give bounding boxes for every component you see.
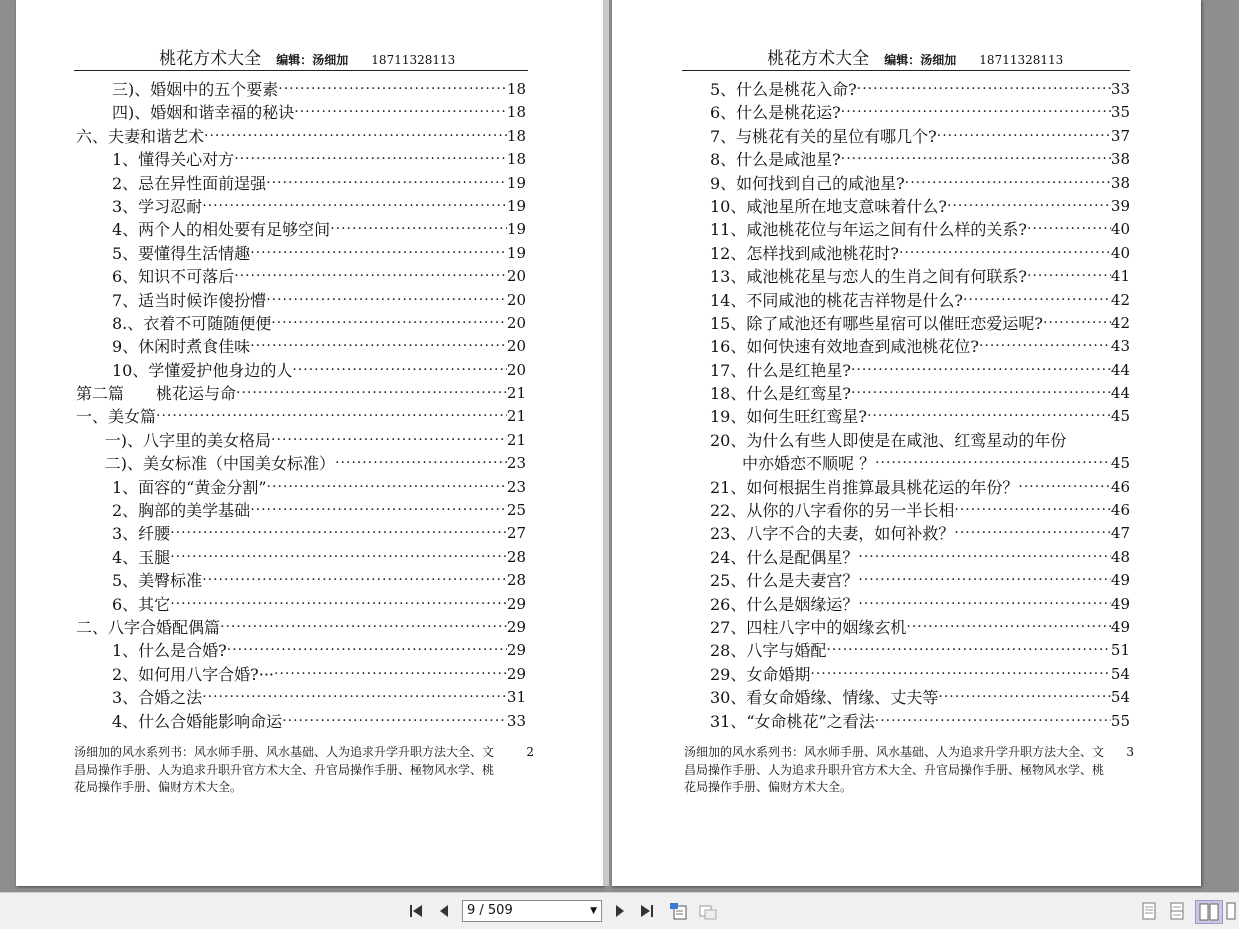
toc-leader-dots [937,125,1111,148]
prev-page-icon[interactable] [436,902,452,920]
page-header [682,44,1130,71]
toc-entry-page: 20 [506,313,526,332]
toc-entry-title: 六、夫妻和谐艺术 [76,126,205,146]
toc-entry-title: 12、怎样找到咸池桃花时? [710,243,899,263]
toc-entry-title: 28、八字与婚配 [710,641,827,661]
toc-leader-dots [278,78,507,101]
toc-entry-title: 6、其它 [112,594,171,614]
toc-entry-title: 3、学习忍耐 [112,196,203,216]
toc-entry-page: 42 [1110,313,1130,332]
toc-entry-page: 51 [1110,641,1130,660]
toc-leader-dots [234,265,507,288]
toc-entry[interactable] [76,569,526,592]
toc-entry-title: 四)、婚姻和谐幸福的秘诀 [112,103,295,123]
toc-entry[interactable] [76,686,526,709]
toc-leader-dots [330,218,507,241]
toc-leader-dots [156,405,507,428]
toc-entry[interactable] [710,101,1130,124]
toc-entry-title: 11、咸池桃花位与年运之间有什么样的关系? [710,220,1027,240]
toc-list [76,78,526,733]
toc-leader-dots [271,429,507,452]
toc-entry[interactable] [710,522,1130,545]
footer-text: 汤细加的风水系列书：风水师手册、风水基础、人为追求升学升职方法大全、文昌局操作手册、人为追求升职升官方术大全、升官局操作手册、極物风水学、桃花局操作手册、偏财方术大全。 [684,745,1105,794]
toc-entry-title: 27、四柱八字中的姻缘玄机 [710,617,907,637]
toc-entry-title: 19、如何生旺红鸾星? [710,407,867,427]
header-editor: 编辑：汤细加 [884,53,957,67]
page-number: 2 [526,745,534,759]
toc-leader-dots [954,499,1111,522]
toc-entry-title: 6、知识不可落后 [112,267,235,287]
toc-entry[interactable] [710,78,1130,101]
header-phone: 18711328113 [371,53,456,67]
toc-entry[interactable] [710,125,1130,148]
toc-leader-dots [170,593,507,616]
toc-leader-dots [292,359,507,382]
toc-entry-title: 21、如何根据生肖推算最具桃花运的年份？ [710,477,1019,497]
page-indicator: 9 / 509 [467,903,513,918]
toc-entry[interactable] [76,639,526,662]
toc-entry[interactable] [710,172,1130,195]
toc-entry[interactable] [710,312,1130,335]
page-gutter [603,0,609,886]
toc-leader-dots [266,289,507,312]
toc-entry-title: 2、忌在异性面前逞强 [112,173,267,193]
next-page-icon[interactable] [612,902,628,920]
toc-entry[interactable] [76,242,526,265]
toc-leader-dots [202,195,507,218]
toc-entry-title: 25、什么是夫妻宫？ [710,571,859,591]
toc-entry-title: 8、什么是咸池星? [710,150,841,170]
toc-entry[interactable] [710,242,1130,265]
toc-entry-title: 15、除了咸池还有哪些星宿可以催旺恋爱运呢? [710,313,1043,333]
toc-entry[interactable] [76,382,526,405]
toc-entry-page: 18 [506,150,526,169]
toc-entry-page: 28 [506,571,526,590]
toc-entry-title: 14、不同咸池的桃花吉祥物是什么? [710,290,963,310]
toc-entry-page: 18 [506,80,526,98]
toc-entry-page: 33 [506,711,526,730]
toc-leader-dots [335,452,507,475]
toc-leader-dots [899,242,1111,265]
toc-entry[interactable] [76,125,526,148]
toc-leader-dots [234,148,507,171]
toc-entry-page: 42 [1110,290,1130,309]
toc-entry-title: 13、咸池桃花星与恋人的生肖之间有何联系? [710,267,1027,287]
toc-entry-title: 20、为什么有些人即使是在咸池、红鸾星动的年份 [710,430,1067,450]
toc-entry-title: 24、什么是配偶星？ [710,547,859,567]
toc-entry[interactable] [76,499,526,522]
toc-entry[interactable] [76,522,526,545]
toc-entry-page: 48 [1110,547,1130,566]
toc-entry-page: 23 [506,454,526,473]
toc-leader-dots [1027,265,1111,288]
toc-entry-page: 46 [1110,501,1130,520]
toc-entry-page: 40 [1110,243,1130,262]
toc-entry-title: 9、休闲时煮食佳味 [112,337,251,357]
header-phone: 18711328113 [979,53,1064,67]
toc-leader-dots [947,195,1111,218]
toc-entry[interactable] [710,289,1130,312]
toc-entry-title: 1、面容的“黄金分割” [112,477,267,497]
toc-leader-dots [858,593,1111,616]
toc-entry-title: 1、什么是合婚? [112,641,227,661]
toc-entry-page: 43 [1110,337,1130,356]
toc-leader-dots [979,335,1111,358]
toc-leader-dots [266,172,507,195]
toc-entry-title: 4、两个人的相处要有足够空间 [112,220,331,240]
toc-leader-dots [867,405,1111,428]
toc-leader-dots [220,616,507,639]
toc-entry-page: 18 [506,103,526,122]
toc-entry-title: 5、美臀标准 [112,571,203,591]
toc-leader-dots [227,639,507,662]
toc-entry-title: 一、美女篇 [76,407,157,427]
toc-entry-page: 31 [506,688,526,707]
toc-entry-title: 10、咸池星所在地支意味着什么? [710,196,947,216]
toc-entry-page: 47 [1110,524,1130,543]
toc-entry-page: 21 [506,384,526,403]
toc-entry[interactable] [710,499,1130,522]
page-footer [684,744,1134,797]
toc-leader-dots [250,335,507,358]
toc-leader-dots [1027,218,1111,241]
toc-entry-page: 46 [1110,477,1130,496]
toc-leader-dots [1043,312,1111,335]
toc-entry-page: 45 [1110,407,1130,426]
toc-entry[interactable] [710,218,1130,241]
first-page-icon[interactable] [407,902,425,920]
toc-entry-page: 38 [1110,173,1130,192]
toc-entry-title: 二)、美女标准（中国美女标准） [104,454,336,474]
toc-leader-dots [841,101,1111,124]
toc-entry-page: 27 [506,524,526,543]
toc-entry[interactable] [76,546,526,569]
toc-entry[interactable] [76,195,526,218]
toc-entry[interactable] [710,148,1130,171]
toc-entry-page: 19 [506,173,526,192]
toc-entry-title: 一)、八字里的美女格局 [104,430,272,450]
page-footer [74,744,534,797]
toc-entry[interactable] [76,616,526,639]
toc-entry-title: 4、什么合婚能影响命运 [112,711,283,731]
single-page-icon[interactable] [1140,902,1158,920]
toc-entry[interactable] [76,148,526,171]
toc-leader-dots [857,78,1111,101]
toc-leader-dots [204,125,507,148]
toc-entry-title: 18、什么是红鸾星? [710,384,851,404]
page-number-select[interactable] [462,900,602,922]
toc-leader-dots [954,522,1111,545]
toc-entry-title: 7、适当时候诈傻扮懵 [112,290,267,310]
toc-entry[interactable] [76,335,526,358]
toc-entry-title: 29、女命婚期 [710,664,811,684]
toc-entry[interactable] [710,663,1130,686]
toc-leader-dots [906,616,1111,639]
toc-leader-dots [938,686,1111,709]
toc-entry[interactable] [76,710,526,733]
toc-entry-page: 40 [1110,220,1130,239]
toc-entry[interactable] [76,312,526,335]
toc-entry[interactable] [76,218,526,241]
toc-leader-dots [858,569,1111,592]
toc-entry[interactable] [76,476,526,499]
toc-entry-title: 第二篇 桃花运与命 [76,384,237,404]
toc-entry-title: 10、学懂爱护他身边的人 [112,360,293,380]
book-mode-icon[interactable] [1226,902,1238,920]
toc-entry[interactable] [76,593,526,616]
toc-entry-title: 5、要懂得生活情趣 [112,243,251,263]
toc-leader-dots [267,476,507,499]
toc-entry[interactable] [710,265,1130,288]
toc-entry[interactable] [710,382,1130,405]
toc-entry[interactable] [710,359,1130,382]
toc-entry-page: 54 [1110,688,1130,707]
header-title: 桃花方术大全 [767,49,870,69]
toc-leader-dots [858,546,1111,569]
toc-entry-page: 25 [506,501,526,520]
toc-leader-dots [1066,429,1130,452]
toc-entry[interactable] [710,452,1130,475]
toc-entry-page: 44 [1110,384,1130,403]
toc-entry-page: 20 [506,290,526,309]
last-page-icon[interactable] [638,902,656,920]
page-header [74,44,528,71]
toc-leader-dots [810,663,1111,686]
toc-entry-page: 54 [1110,664,1130,683]
toc-entry-title: 4、玉腿 [112,547,171,567]
toc-leader-dots [250,499,507,522]
toc-entry-page: 19 [506,196,526,215]
toc-entry[interactable] [710,335,1130,358]
toc-entry-page: 20 [506,267,526,286]
toc-entry-title: 三)、婚姻中的五个要素 [112,80,279,99]
toc-list [710,78,1130,733]
header-title: 桃花方术大全 [159,49,262,69]
toc-entry[interactable] [710,195,1130,218]
toc-entry[interactable] [710,429,1130,452]
toc-entry-title: 中亦婚恋不顺呢 ？ [710,454,876,474]
toc-entry-title: 30、看女命婚缘、情缘、丈夫等 [710,688,939,708]
toc-entry-title: 2、如何用八字合婚?··· [112,664,275,684]
toc-entry[interactable] [76,289,526,312]
toc-leader-dots [294,101,507,124]
toc-entry-page: 29 [506,617,526,636]
toc-leader-dots [202,569,507,592]
toc-leader-dots [851,382,1111,405]
toc-entry[interactable] [710,569,1130,592]
toc-entry-page: 21 [506,430,526,449]
toc-entry-title: 3、纤腰 [112,524,171,544]
toc-leader-dots [875,710,1111,733]
toc-entry[interactable] [76,172,526,195]
chevron-down-icon: ▼ [590,906,597,916]
toc-entry-title: 9、如何找到自己的咸池星? [710,173,905,193]
toc-entry[interactable] [76,265,526,288]
toc-entry[interactable] [76,405,526,428]
toc-entry[interactable] [710,639,1130,662]
toc-entry-page: 39 [1110,196,1130,215]
toc-entry-page: 18 [506,126,526,145]
toc-entry-title: 17、什么是红艳星? [710,360,851,380]
toc-entry-title: 二、八字合婚配偶篇 [76,617,221,637]
toc-entry-page: 37 [1110,126,1130,145]
toc-entry[interactable] [710,476,1130,499]
toc-entry-page: 44 [1110,360,1130,379]
toc-leader-dots [170,546,507,569]
pdf-page-left [16,0,603,886]
toc-entry-page: 19 [506,243,526,262]
page-number: 3 [1126,745,1134,759]
toc-leader-dots [1018,476,1111,499]
toc-entry-page: 45 [1110,454,1130,473]
toc-leader-dots [905,172,1111,195]
toc-entry-page: 29 [506,594,526,613]
footer-text: 汤细加的风水系列书：风水师手册、风水基础、人为追求升学升职方法大全、文昌局操作手册、人为追求升职升官方术大全、升官局操作手册、極物风水学、桃花局操作手册、偏财方术大全。 [74,745,495,794]
toc-leader-dots [963,289,1111,312]
fit-page-icon[interactable] [667,902,689,920]
toc-entry-title: 2、胸部的美学基础 [112,501,251,521]
fit-width-icon[interactable] [697,902,719,920]
toc-entry[interactable] [76,452,526,475]
toc-entry-page: 28 [506,547,526,566]
toc-entry[interactable] [710,710,1130,733]
toc-entry[interactable] [76,78,526,101]
toc-leader-dots [875,452,1111,475]
toc-entry-page: 19 [506,220,526,239]
toc-entry-title: 7、与桃花有关的星位有哪几个? [710,126,937,146]
toc-leader-dots [826,639,1111,662]
toc-entry-page: 33 [1110,80,1130,98]
continuous-icon[interactable] [1168,902,1186,920]
toc-leader-dots [851,359,1111,382]
toc-leader-dots [271,312,507,335]
toc-entry-title: 8.、衣着不可随随便便 [112,313,272,333]
toc-leader-dots [841,148,1111,171]
toc-entry-title: 16、如何快速有效地查到咸池桃花位? [710,337,979,357]
toc-entry-page: 41 [1110,267,1130,286]
toc-leader-dots [236,382,507,405]
toc-leader-dots [274,663,507,686]
two-page-icon[interactable] [1195,900,1223,924]
toc-entry[interactable] [76,663,526,686]
toc-entry-title: 26、什么是姻缘运？ [710,594,859,614]
toc-entry-page: 21 [506,407,526,426]
toc-entry-title: 23、八字不合的夫妻，如何补救？ [710,524,955,544]
toc-entry-page: 23 [506,477,526,496]
toc-entry[interactable] [76,101,526,124]
toc-entry[interactable] [76,429,526,452]
navigation-toolbar [0,892,1239,929]
toc-leader-dots [170,522,507,545]
toc-entry-title: 31、“女命桃花”之看法 [710,711,875,731]
toc-entry-title: 22、从你的八字看你的另一半长相 [710,501,955,521]
toc-entry-page: 38 [1110,150,1130,169]
toc-entry-page: 49 [1110,617,1130,636]
toc-entry[interactable] [710,405,1130,428]
toc-entry-page: 29 [506,641,526,660]
toc-entry-page: 55 [1110,711,1130,730]
toc-entry-page: 49 [1110,571,1130,590]
toc-entry[interactable] [710,546,1130,569]
toc-entry[interactable] [76,359,526,382]
header-editor: 编辑：汤细加 [276,53,349,67]
toc-entry[interactable] [710,593,1130,616]
pdf-page-right [612,0,1201,886]
toc-entry-page: 29 [506,664,526,683]
toc-entry[interactable] [710,686,1130,709]
toc-entry-title: 5、什么是桃花入命? [710,80,857,99]
toc-leader-dots [202,686,507,709]
toc-entry-page: 20 [506,360,526,379]
toc-entry-page: 49 [1110,594,1130,613]
toc-entry[interactable] [710,616,1130,639]
toc-entry-page: 20 [506,337,526,356]
toc-entry-title: 6、什么是桃花运? [710,103,841,123]
toc-leader-dots [250,242,507,265]
toc-entry-page: 35 [1110,103,1130,122]
toc-leader-dots [282,710,507,733]
toc-entry-title: 1、懂得关心对方 [112,150,235,170]
toc-entry-title: 3、合婚之法 [112,688,203,708]
